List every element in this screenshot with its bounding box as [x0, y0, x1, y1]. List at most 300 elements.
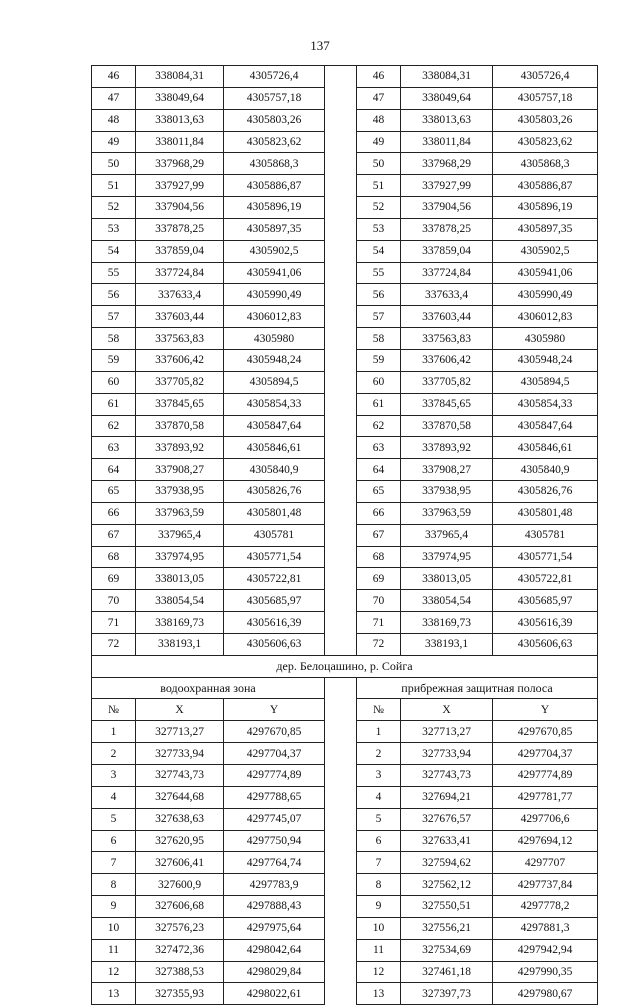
- left-x-cell: 338193,1: [136, 633, 224, 655]
- right-y-cell: 4305823,62: [493, 131, 598, 153]
- table-row: [92, 437, 598, 459]
- left-x-cell: 338013,63: [136, 109, 224, 131]
- gap-cell: [325, 87, 357, 109]
- right-x-cell: 337893,92: [401, 437, 493, 459]
- gap-cell: [325, 109, 357, 131]
- table-row: [92, 524, 598, 546]
- left-x-cell: 337908,27: [136, 459, 224, 481]
- left-x-cell: 338054,54: [136, 590, 224, 612]
- right-x-cell: 337603,44: [401, 306, 493, 328]
- table-row: [92, 612, 598, 634]
- right-y-cell: 4305896,19: [493, 197, 598, 219]
- gap-cell: [325, 66, 357, 88]
- right-number-cell: 9: [357, 896, 401, 918]
- left-number-cell: 68: [92, 546, 136, 568]
- left-y-cell: 4297670,85: [224, 721, 325, 743]
- right-number-cell: 4: [357, 786, 401, 808]
- gap-cell: [325, 240, 357, 262]
- left-x-cell: 338011,84: [136, 131, 224, 153]
- left-number-cell: 55: [92, 262, 136, 284]
- left-x-cell: 327606,68: [136, 896, 224, 918]
- left-number-cell: 11: [92, 939, 136, 961]
- right-x-cell: 327633,41: [401, 830, 493, 852]
- table-row: [92, 109, 598, 131]
- right-y-cell: 4297781,77: [493, 786, 598, 808]
- left-x-cell: 327600,9: [136, 874, 224, 896]
- left-y-cell: 4297774,89: [224, 765, 325, 787]
- gap-cell: [325, 328, 357, 350]
- right-y-cell: 4305606,63: [493, 633, 598, 655]
- right-number-cell: 6: [357, 830, 401, 852]
- right-x-cell: 337878,25: [401, 218, 493, 240]
- table-row: [92, 175, 598, 197]
- left-y-cell: 4298029,84: [224, 961, 325, 983]
- right-y-cell: 4305854,33: [493, 393, 598, 415]
- left-x-cell: 337859,04: [136, 240, 224, 262]
- left-y-cell: 4297704,37: [224, 743, 325, 765]
- right-x-cell: 338169,73: [401, 612, 493, 634]
- table-row: [92, 874, 598, 896]
- left-y-cell: 4305685,97: [224, 590, 325, 612]
- left-y-cell: 4305781: [224, 524, 325, 546]
- right-number-cell: 70: [357, 590, 401, 612]
- left-number-cell: 6: [92, 830, 136, 852]
- left-number-cell: 8: [92, 874, 136, 896]
- left-y-cell: 4305840,9: [224, 459, 325, 481]
- right-x-cell: 337974,95: [401, 546, 493, 568]
- left-y-cell: 4305823,62: [224, 131, 325, 153]
- gap-cell: [325, 743, 357, 765]
- right-number-cell: 10: [357, 917, 401, 939]
- right-y-cell: 4305948,24: [493, 349, 598, 371]
- table-row: [92, 983, 598, 1005]
- right-x-cell: 337908,27: [401, 459, 493, 481]
- right-x-cell: 327694,21: [401, 786, 493, 808]
- right-number-cell: 61: [357, 393, 401, 415]
- right-number-cell: 60: [357, 371, 401, 393]
- gap-cell: [325, 896, 357, 918]
- left-number-cell: 9: [92, 896, 136, 918]
- table-row: [92, 306, 598, 328]
- right-y-cell: 4306012,83: [493, 306, 598, 328]
- gap-cell: [325, 786, 357, 808]
- table-row: [92, 153, 598, 175]
- right-number-cell: 56: [357, 284, 401, 306]
- gap-cell: [325, 415, 357, 437]
- right-x-cell: 337904,56: [401, 197, 493, 219]
- left-y-cell: 4305902,5: [224, 240, 325, 262]
- left-x-cell: 327638,63: [136, 808, 224, 830]
- right-number-cell: 57: [357, 306, 401, 328]
- left-number-cell: 67: [92, 524, 136, 546]
- left-y-cell: 4305886,87: [224, 175, 325, 197]
- right-number-cell: 11: [357, 939, 401, 961]
- left-number-cell: 58: [92, 328, 136, 350]
- right-x-cell: 327534,69: [401, 939, 493, 961]
- left-number-cell: 56: [92, 284, 136, 306]
- gap-cell: [325, 939, 357, 961]
- right-x-cell: 327743,73: [401, 765, 493, 787]
- gap-cell: [325, 306, 357, 328]
- left-x-cell: 327355,93: [136, 983, 224, 1005]
- right-zone-title: прибрежная защитная полоса: [357, 677, 598, 699]
- left-y-cell: 4305941,06: [224, 262, 325, 284]
- right-x-cell: 337859,04: [401, 240, 493, 262]
- left-number-cell: 13: [92, 983, 136, 1005]
- right-number-cell: 47: [357, 87, 401, 109]
- right-number-cell: 64: [357, 459, 401, 481]
- table-row: [92, 765, 598, 787]
- left-number-cell: 70: [92, 590, 136, 612]
- gap-cell: [325, 437, 357, 459]
- left-x-cell: 337870,58: [136, 415, 224, 437]
- right-y-cell: 4305840,9: [493, 459, 598, 481]
- gap-cell: [325, 218, 357, 240]
- right-number-cell: 72: [357, 633, 401, 655]
- left-y-cell: 4305616,39: [224, 612, 325, 634]
- left-y-cell: 4305757,18: [224, 87, 325, 109]
- gap-cell: [325, 459, 357, 481]
- left-x-cell: 327713,27: [136, 721, 224, 743]
- right-number-cell: 48: [357, 109, 401, 131]
- left-number-cell: 59: [92, 349, 136, 371]
- right-number-cell: 2: [357, 743, 401, 765]
- left-x-cell: 338013,05: [136, 568, 224, 590]
- left-number-cell: 65: [92, 481, 136, 503]
- right-number-cell: 1: [357, 721, 401, 743]
- left-number-cell: 63: [92, 437, 136, 459]
- left-number-cell: 54: [92, 240, 136, 262]
- left-y-cell: 4305606,63: [224, 633, 325, 655]
- left-y-cell: 4297764,74: [224, 852, 325, 874]
- right-number-cell: 67: [357, 524, 401, 546]
- left-y-cell: 4297745,07: [224, 808, 325, 830]
- left-x-cell: 337563,83: [136, 328, 224, 350]
- gap-cell: [325, 830, 357, 852]
- right-number-cell: 68: [357, 546, 401, 568]
- right-y-cell: 4305726,4: [493, 66, 598, 88]
- table-row: [92, 786, 598, 808]
- coordinates-table: [91, 65, 598, 1005]
- right-y-cell: 4305941,06: [493, 262, 598, 284]
- left-x-cell: 337965,4: [136, 524, 224, 546]
- right-x-cell: 338011,84: [401, 131, 493, 153]
- right-number-cell: 51: [357, 175, 401, 197]
- right-y-cell: 4297990,35: [493, 961, 598, 983]
- gap-cell: [325, 633, 357, 655]
- right-number-cell: 46: [357, 66, 401, 88]
- right-x-cell: 337963,59: [401, 502, 493, 524]
- right-y-cell: 4305846,61: [493, 437, 598, 459]
- table-row: [92, 66, 598, 88]
- left-x-cell: 337878,25: [136, 218, 224, 240]
- table-row: [92, 590, 598, 612]
- left-y-cell: 4305990,49: [224, 284, 325, 306]
- right-x-cell: 337705,82: [401, 371, 493, 393]
- right-number-cell: 62: [357, 415, 401, 437]
- right-number-cell: 7: [357, 852, 401, 874]
- left-x-cell: 327388,53: [136, 961, 224, 983]
- right-number-cell: 52: [357, 197, 401, 219]
- left-y-cell: 4305847,64: [224, 415, 325, 437]
- gap-cell: [325, 961, 357, 983]
- right-x-cell: 327594,62: [401, 852, 493, 874]
- left-number-cell: 57: [92, 306, 136, 328]
- left-y-cell: 4297788,65: [224, 786, 325, 808]
- table-row: [92, 830, 598, 852]
- left-x-cell: 337603,44: [136, 306, 224, 328]
- left-zone-title: водоохранная зона: [92, 677, 325, 699]
- gap-cell: [325, 677, 357, 699]
- left-y-cell: 4306012,83: [224, 306, 325, 328]
- left-x-cell: 337968,29: [136, 153, 224, 175]
- right-x-cell: 338013,05: [401, 568, 493, 590]
- header-y-right: Y: [493, 699, 598, 721]
- left-number-cell: 12: [92, 961, 136, 983]
- right-x-cell: 327676,57: [401, 808, 493, 830]
- left-y-cell: 4298042,64: [224, 939, 325, 961]
- left-x-cell: 337893,92: [136, 437, 224, 459]
- header-x-right: X: [401, 699, 493, 721]
- left-number-cell: 4: [92, 786, 136, 808]
- left-number-cell: 5: [92, 808, 136, 830]
- table-row: [92, 131, 598, 153]
- right-x-cell: 337968,29: [401, 153, 493, 175]
- left-x-cell: 337705,82: [136, 371, 224, 393]
- table-row: [92, 721, 598, 743]
- left-y-cell: 4297888,43: [224, 896, 325, 918]
- left-x-cell: 337904,56: [136, 197, 224, 219]
- header-y-left: Y: [224, 699, 325, 721]
- table-row: [92, 961, 598, 983]
- left-y-cell: 4297783,9: [224, 874, 325, 896]
- table-row: [92, 633, 598, 655]
- left-number-cell: 3: [92, 765, 136, 787]
- right-x-cell: 338193,1: [401, 633, 493, 655]
- right-x-cell: 327733,94: [401, 743, 493, 765]
- right-y-cell: 4297881,3: [493, 917, 598, 939]
- right-x-cell: 337870,58: [401, 415, 493, 437]
- table-row: [92, 939, 598, 961]
- right-y-cell: 4305894,5: [493, 371, 598, 393]
- right-number-cell: 55: [357, 262, 401, 284]
- right-number-cell: 5: [357, 808, 401, 830]
- left-number-cell: 71: [92, 612, 136, 634]
- left-x-cell: 337845,65: [136, 393, 224, 415]
- lower-section: [92, 721, 598, 1005]
- gap-cell: [325, 699, 357, 721]
- left-x-cell: 337927,99: [136, 175, 224, 197]
- right-y-cell: 4297704,37: [493, 743, 598, 765]
- right-number-cell: 58: [357, 328, 401, 350]
- right-number-cell: 69: [357, 568, 401, 590]
- gap-cell: [325, 197, 357, 219]
- left-y-cell: 4298022,61: [224, 983, 325, 1005]
- right-number-cell: 53: [357, 218, 401, 240]
- gap-cell: [325, 175, 357, 197]
- left-y-cell: 4297750,94: [224, 830, 325, 852]
- right-y-cell: 4305980: [493, 328, 598, 350]
- left-number-cell: 52: [92, 197, 136, 219]
- left-y-cell: 4305897,35: [224, 218, 325, 240]
- gap-cell: [325, 262, 357, 284]
- left-y-cell: 4305846,61: [224, 437, 325, 459]
- gap-cell: [325, 546, 357, 568]
- table-row: [92, 328, 598, 350]
- table-row: [92, 808, 598, 830]
- right-y-cell: 4297694,12: [493, 830, 598, 852]
- right-y-cell: 4305990,49: [493, 284, 598, 306]
- gap-cell: [325, 371, 357, 393]
- gap-cell: [325, 153, 357, 175]
- left-number-cell: 2: [92, 743, 136, 765]
- left-y-cell: 4305896,19: [224, 197, 325, 219]
- table-row: [92, 262, 598, 284]
- right-y-cell: 4297778,2: [493, 896, 598, 918]
- left-x-cell: 338084,31: [136, 66, 224, 88]
- right-y-cell: 4297942,94: [493, 939, 598, 961]
- left-y-cell: 4305801,48: [224, 502, 325, 524]
- right-x-cell: 337724,84: [401, 262, 493, 284]
- header-number-right: №: [357, 699, 401, 721]
- left-y-cell: 4305722,81: [224, 568, 325, 590]
- left-x-cell: 337938,95: [136, 481, 224, 503]
- right-y-cell: 4297670,85: [493, 721, 598, 743]
- left-number-cell: 7: [92, 852, 136, 874]
- right-number-cell: 63: [357, 437, 401, 459]
- left-y-cell: 4305894,5: [224, 371, 325, 393]
- page-number: 137: [310, 38, 330, 53]
- left-number-cell: 47: [92, 87, 136, 109]
- gap-cell: [325, 721, 357, 743]
- right-x-cell: 337845,65: [401, 393, 493, 415]
- left-number-cell: 66: [92, 502, 136, 524]
- right-x-cell: 327550,51: [401, 896, 493, 918]
- right-number-cell: 3: [357, 765, 401, 787]
- left-x-cell: 337724,84: [136, 262, 224, 284]
- left-number-cell: 1: [92, 721, 136, 743]
- right-x-cell: 337927,99: [401, 175, 493, 197]
- right-y-cell: 4305847,64: [493, 415, 598, 437]
- right-x-cell: 337563,83: [401, 328, 493, 350]
- header-number-left: №: [92, 699, 136, 721]
- left-y-cell: 4305803,26: [224, 109, 325, 131]
- table-row: [92, 502, 598, 524]
- lower-section-header: [92, 655, 598, 721]
- right-x-cell: 338084,31: [401, 66, 493, 88]
- gap-cell: [325, 983, 357, 1005]
- gap-cell: [325, 524, 357, 546]
- right-number-cell: 8: [357, 874, 401, 896]
- left-x-cell: 337606,42: [136, 349, 224, 371]
- gap-cell: [325, 568, 357, 590]
- table-row: [92, 371, 598, 393]
- table-row: [92, 349, 598, 371]
- left-y-cell: 4305980: [224, 328, 325, 350]
- left-x-cell: 327644,68: [136, 786, 224, 808]
- gap-cell: [325, 393, 357, 415]
- right-x-cell: 337606,42: [401, 349, 493, 371]
- left-x-cell: 337963,59: [136, 502, 224, 524]
- right-number-cell: 59: [357, 349, 401, 371]
- table-row: [92, 284, 598, 306]
- right-number-cell: 66: [357, 502, 401, 524]
- right-x-cell: 338049,64: [401, 87, 493, 109]
- left-x-cell: 327620,95: [136, 830, 224, 852]
- right-x-cell: 327713,27: [401, 721, 493, 743]
- left-number-cell: 64: [92, 459, 136, 481]
- right-number-cell: 50: [357, 153, 401, 175]
- table-row: [92, 568, 598, 590]
- right-y-cell: 4297706,6: [493, 808, 598, 830]
- right-x-cell: 338013,63: [401, 109, 493, 131]
- right-x-cell: 338054,54: [401, 590, 493, 612]
- right-x-cell: 337965,4: [401, 524, 493, 546]
- left-y-cell: 4297975,64: [224, 917, 325, 939]
- right-x-cell: 327461,18: [401, 961, 493, 983]
- gap-cell: [325, 612, 357, 634]
- gap-cell: [325, 284, 357, 306]
- right-y-cell: 4305868,3: [493, 153, 598, 175]
- left-y-cell: 4305726,4: [224, 66, 325, 88]
- gap-cell: [325, 917, 357, 939]
- table-row: [92, 852, 598, 874]
- left-number-cell: 62: [92, 415, 136, 437]
- table-row: [92, 917, 598, 939]
- right-y-cell: 4305771,54: [493, 546, 598, 568]
- table-row: [92, 743, 598, 765]
- gap-cell: [325, 481, 357, 503]
- left-y-cell: 4305868,3: [224, 153, 325, 175]
- table-row: [92, 546, 598, 568]
- table-row: [92, 481, 598, 503]
- gap-cell: [325, 131, 357, 153]
- table-row: [92, 87, 598, 109]
- right-number-cell: 13: [357, 983, 401, 1005]
- right-y-cell: 4297707: [493, 852, 598, 874]
- left-number-cell: 10: [92, 917, 136, 939]
- right-y-cell: 4305886,87: [493, 175, 598, 197]
- right-x-cell: 327562,12: [401, 874, 493, 896]
- right-y-cell: 4305757,18: [493, 87, 598, 109]
- left-x-cell: 338169,73: [136, 612, 224, 634]
- table-row: [92, 415, 598, 437]
- right-x-cell: 327556,21: [401, 917, 493, 939]
- gap-cell: [325, 874, 357, 896]
- gap-cell: [325, 590, 357, 612]
- gap-cell: [325, 349, 357, 371]
- left-x-cell: 337974,95: [136, 546, 224, 568]
- left-number-cell: 60: [92, 371, 136, 393]
- left-number-cell: 61: [92, 393, 136, 415]
- right-y-cell: 4305803,26: [493, 109, 598, 131]
- right-y-cell: 4297980,67: [493, 983, 598, 1005]
- left-y-cell: 4305771,54: [224, 546, 325, 568]
- header-x-left: X: [136, 699, 224, 721]
- left-y-cell: 4305826,76: [224, 481, 325, 503]
- right-x-cell: 337938,95: [401, 481, 493, 503]
- left-number-cell: 72: [92, 633, 136, 655]
- right-y-cell: 4305801,48: [493, 502, 598, 524]
- left-number-cell: 49: [92, 131, 136, 153]
- left-x-cell: 327606,41: [136, 852, 224, 874]
- left-number-cell: 69: [92, 568, 136, 590]
- left-x-cell: 337633,4: [136, 284, 224, 306]
- section-title: дер. Белоцашино, р. Сойга: [92, 655, 598, 677]
- left-y-cell: 4305948,24: [224, 349, 325, 371]
- right-y-cell: 4305781: [493, 524, 598, 546]
- left-y-cell: 4305854,33: [224, 393, 325, 415]
